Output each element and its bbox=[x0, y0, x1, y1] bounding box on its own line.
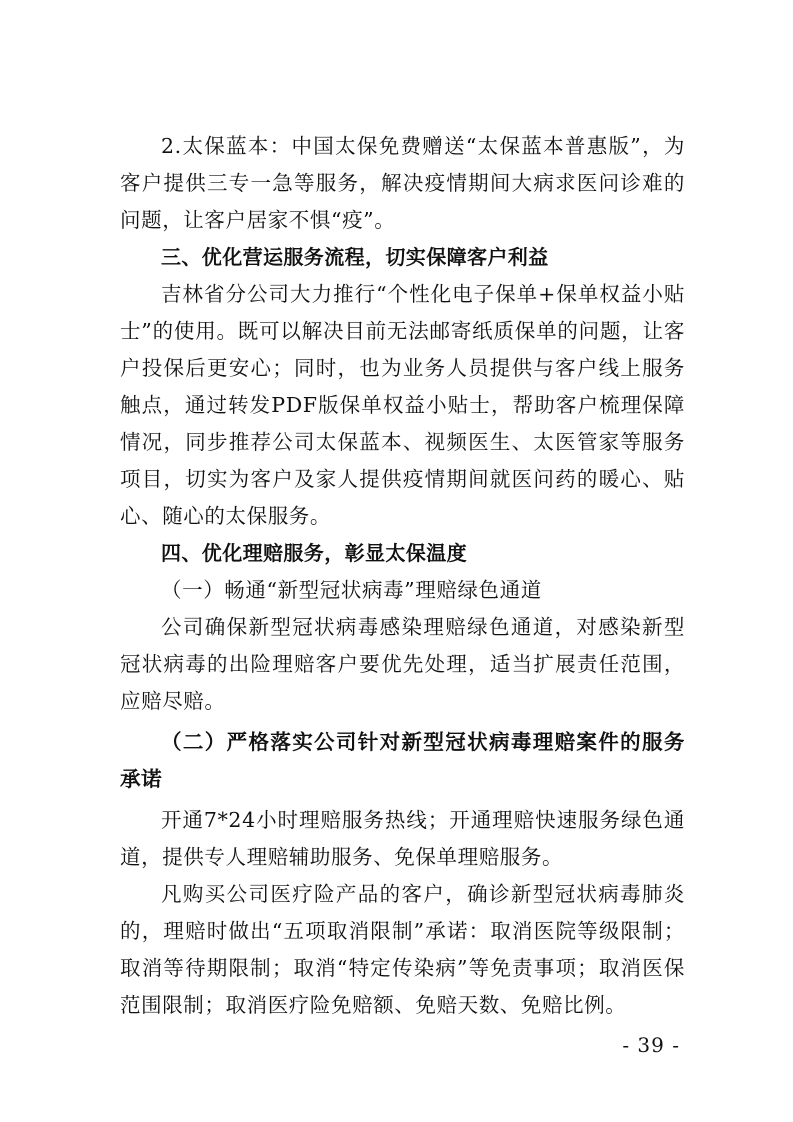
document-body bbox=[120, 128, 685, 1024]
paragraph-electronic-policy: 吉林省分公司大力推行“个性化电子保单+保单权益小贴士”的使用。既可以解决目前无法邮寄纸质保单的问题，让客户投保后更安心；同时，也为业务人员提供与客户线上服务触点，通过转发PDF版保单权益小贴士，帮助客户梳理保障情况，同步推荐公司太保蓝本、视频医生、太医管家等服务项目，切实为客户及家人提供疫情期间就医问药的暖心、贴心、随心的太保服务。 bbox=[120, 282, 685, 528]
paragraph-taibao-blue: 2.太保蓝本：中国太保免费赠送“太保蓝本普惠版”，为客户提供三专一急等服务，解决疫情期间大病求医问诊难的问题，让客户居家不惧“疫”。 bbox=[120, 134, 685, 232]
page-number: - 39 - bbox=[622, 1033, 680, 1057]
paragraph-green-channel: 公司确保新型冠状病毒感染理赔绿色通道，对感染新型冠状病毒的出险理赔客户要优先处理，适当扩展责任范围，应赔尽赔。 bbox=[120, 615, 685, 713]
paragraph-hotline: 开通7*24小时理赔服务热线；开通理赔快速服务绿色通道，提供专人理赔辅助服务、免保单理赔服务。 bbox=[120, 808, 685, 869]
subsection-heading-2: （二）严格落实公司针对新型冠状病毒理赔案件的服务承诺 bbox=[120, 730, 685, 791]
section-heading-3: 三、优化营运服务流程，切实保障客户利益 bbox=[161, 245, 549, 269]
section-heading-4: 四、优化理赔服务，彰显太保温度 bbox=[161, 541, 467, 565]
paragraph-five-cancellations: 凡购买公司医疗险产品的客户，确诊新型冠状病毒肺炎的，理赔时做出“五项取消限制”承诺：取消医院等级限制；取消等待期限制；取消“特定传染病”等免责事项；取消医保范围限制；取消医疗险免赔额、免赔天数、免赔比例。 bbox=[120, 882, 685, 1017]
subsection-heading-1: （一）畅通“新型冠状病毒”理赔绿色通道 bbox=[161, 578, 542, 602]
